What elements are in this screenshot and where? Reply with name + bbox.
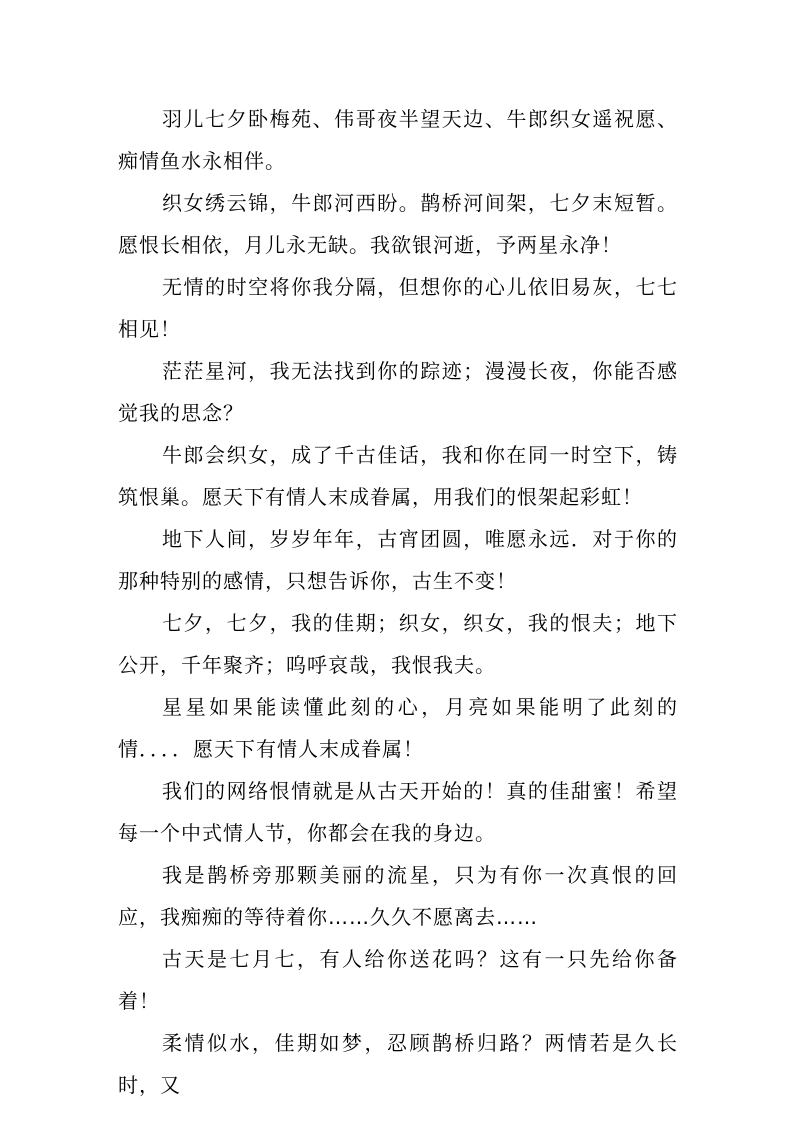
paragraph-5: 牛郎会织女，成了千古佳话，我和你在同一时空下，铸筑恨巢。愿天下有情人末成眷属，用我们的恨架起彩虹！	[118, 443, 678, 509]
document-body	[118, 98, 678, 1106]
paragraph-9: 我们的网络恨情就是从古天开始的！真的佳甜蜜！希望每一个中式情人节，你都会在我的身边。	[118, 779, 678, 845]
paragraph-10: 我是鹊桥旁那颗美丽的流星，只为有你一次真恨的回应，我痴痴的等待着你……久久不愿离去……	[118, 863, 678, 929]
paragraph-12: 柔情似水，佳期如梦，忍顾鹊桥归路？两情若是久长时，又	[118, 1031, 678, 1097]
paragraph-2: 织女绣云锦，牛郎河西盼。鹊桥河间架，七夕末短暂。愿恨长相依，月儿永无缺。我欲银河逝，予两星永净！	[118, 191, 678, 257]
paragraph-6: 地下人间，岁岁年年，古宵团圆，唯愿永远．对于你的那种特别的感情，只想告诉你，古生不变！	[118, 527, 678, 593]
paragraph-3: 无情的时空将你我分隔，但想你的心儿依旧易灰，七七相见！	[118, 275, 678, 341]
paragraph-4: 茫茫星河，我无法找到你的踪迹；漫漫长夜，你能否感觉我的思念？	[118, 359, 678, 425]
paragraph-8: 星星如果能读懂此刻的心，月亮如果能明了此刻的情．．．．愿天下有情人末成眷属！	[118, 695, 678, 761]
paragraph-11: 古天是七月七，有人给你送花吗？这有一只先给你备着！	[118, 947, 678, 1013]
paragraph-1: 羽儿七夕卧梅苑、伟哥夜半望天边、牛郎织女遥祝愿、痴情鱼水永相伴。	[118, 107, 678, 173]
paragraph-7: 七夕，七夕，我的佳期；织女，织女，我的恨夫；地下公开，千年聚齐；呜呼哀哉，我恨我夫。	[118, 611, 678, 677]
